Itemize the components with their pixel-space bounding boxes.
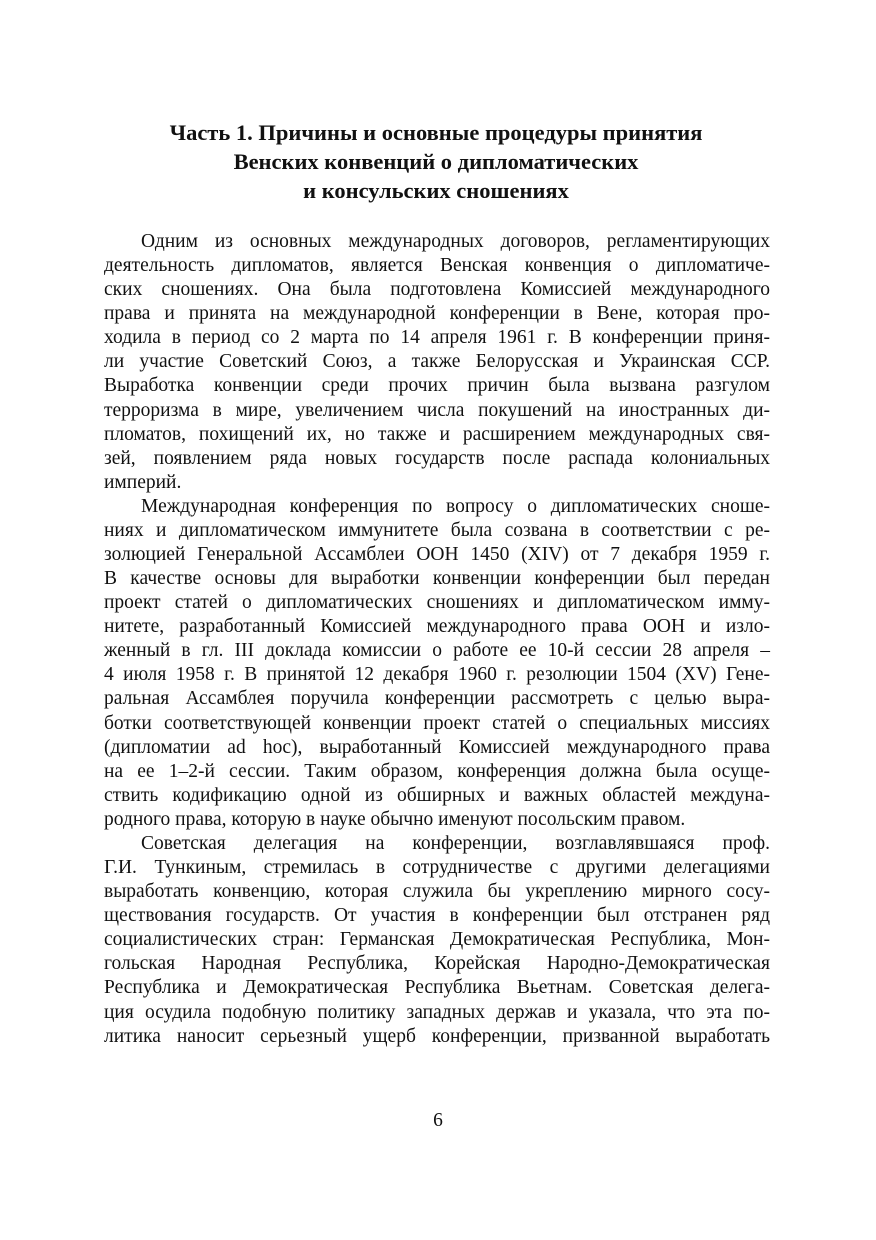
- paragraph-2: [104, 495, 770, 832]
- text-line: родного права, которую в науке обычно именуют посольским правом.: [104, 808, 686, 830]
- text-line: ществования государств. От участия в конференции был отстранен ряд: [104, 905, 770, 927]
- text-line: литика наносит серьезный ущерб конференции, призванной выработать: [104, 1025, 770, 1047]
- text-line: Республика и Демократическая Республика Вьетнам. Советская делега-: [104, 977, 770, 999]
- text-line: ция осудила подобную политику западных держав и указала, что эта по-: [104, 1001, 770, 1023]
- text-line: Международная конференция по вопросу о дипломатических сноше-: [141, 495, 770, 517]
- text-line: пломатов, похищений их, но также и расширением международных свя-: [104, 423, 770, 445]
- text-line: В качестве основы для выработки конвенции конференции был передан: [104, 568, 770, 590]
- text-line: на ее 1–2-й сессии. Таким образом, конференция должна была осуще-: [104, 760, 770, 782]
- text-line: империй.: [104, 471, 182, 493]
- text-line: ских сношениях. Она была подготовлена Комиссией международного: [104, 279, 770, 301]
- text-line: (дипломатии ad hoc), выработанный Комиссией международного права: [104, 736, 770, 758]
- section-title: [100, 118, 772, 205]
- paragraph-1: [104, 230, 770, 495]
- text-line: нитете, разработанный Комиссией международного права ООН и изло-: [104, 616, 770, 638]
- text-line: Одним из основных международных договоров, регламентирующих: [141, 231, 770, 252]
- text-line: гольская Народная Республика, Корейская Народно-Демократическая: [104, 953, 770, 975]
- section-title-line: и консульских сношениях: [303, 178, 569, 203]
- text-line: ходила в период со 2 марта по 14 апреля 1961 г. В конференции приня-: [104, 327, 770, 349]
- text-line: ботки соответствующей конвенции проект статей о специальных миссиях: [104, 712, 770, 734]
- body-text: [104, 230, 770, 1049]
- text-line: Г.И. Тункиным, стремилась в сотрудничестве с другими делегациями: [104, 857, 770, 879]
- section-title-line: Часть 1. Причины и основные процедуры принятия: [169, 120, 703, 145]
- text-line: Советская делегация на конференции, возглавлявшаяся проф.: [141, 832, 770, 854]
- text-line: социалистических стран: Германская Демократическая Республика, Мон-: [104, 929, 770, 951]
- text-line: женный в гл. III доклада комиссии о работе ее 10-й сессии 28 апреля –: [104, 640, 770, 662]
- text-line: права и принята на международной конференции в Вене, которая про-: [104, 303, 770, 325]
- text-line: терроризма в мире, увеличением числа покушений на иностранных ди-: [104, 399, 770, 421]
- text-line: деятельность дипломатов, является Венская конвенция о дипломатиче-: [104, 255, 770, 277]
- text-line: ствить кодификацию одной из обширных и важных областей междуна-: [104, 784, 770, 806]
- section-title-line: Венских конвенций о дипломатических: [233, 149, 639, 174]
- text-line: проект статей о дипломатических сношениях и дипломатическом имму-: [104, 592, 770, 614]
- text-line: ли участие Советский Союз, а также Белорусская и Украинская ССР.: [104, 351, 770, 373]
- text-line: выработать конвенцию, которая служила бы укреплению мирного сосу-: [104, 881, 770, 903]
- text-line: ральная Ассамблея поручила конференции рассмотреть с целью выра-: [104, 688, 770, 710]
- page-number: 6: [433, 1110, 443, 1131]
- text-line: золюцией Генеральной Ассамблеи ООН 1450 (XIV) от 7 декабря 1959 г.: [104, 544, 770, 566]
- text-line: Выработка конвенции среди прочих причин была вызвана разгулом: [104, 375, 770, 397]
- text-line: ниях и дипломатическом иммунитете была созвана в соответствии с ре-: [104, 519, 770, 541]
- text-line: зей, появлением ряда новых государств после распада колониальных: [104, 447, 770, 469]
- paragraph-3: [104, 832, 770, 1049]
- text-line: 4 июля 1958 г. В принятой 12 декабря 1960 г. резолюции 1504 (XV) Гене-: [104, 664, 770, 686]
